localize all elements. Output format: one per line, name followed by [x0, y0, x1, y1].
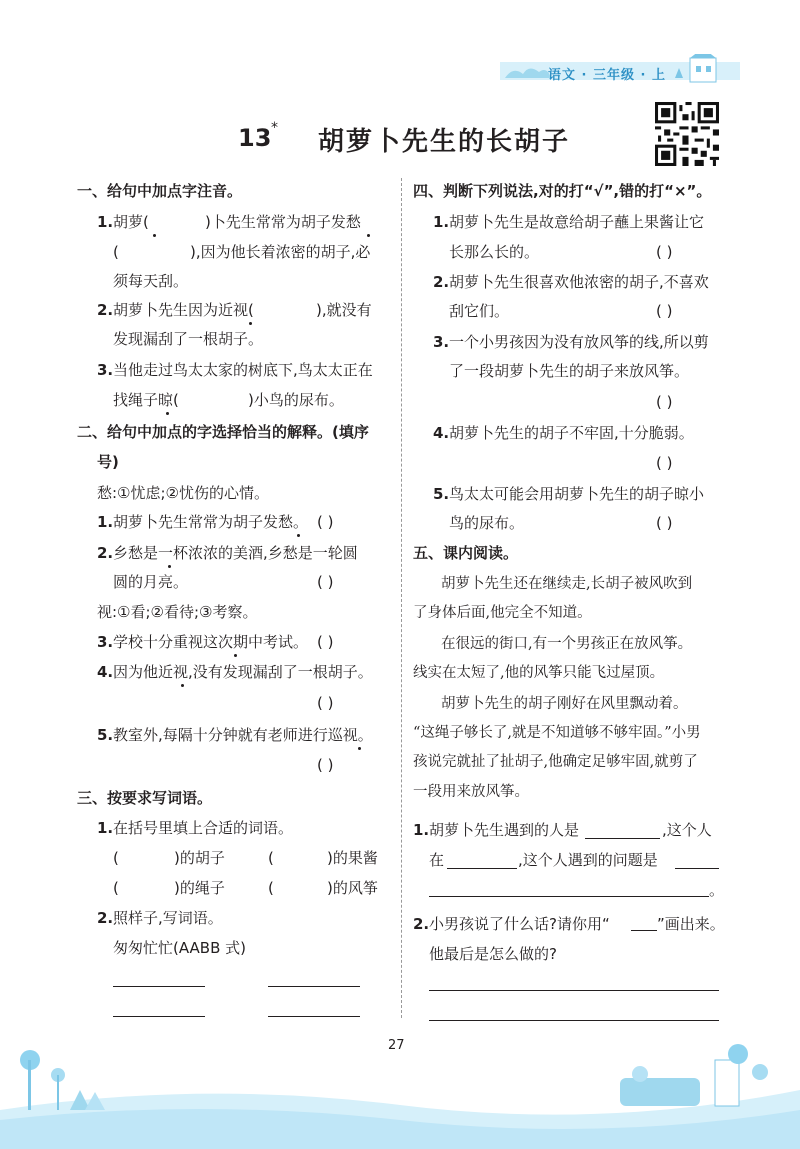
- s4-q3-num: 3.: [433, 333, 450, 351]
- s2-q1-answer[interactable]: ( ): [317, 513, 334, 531]
- s5-q2-text-a: 小男孩说了什么话?请你用“: [429, 915, 610, 933]
- s2-q1-num: 1.: [97, 513, 114, 531]
- s4-q4-num: 4.: [433, 424, 450, 442]
- section5-heading: 五、课内阅读。: [413, 544, 519, 562]
- s4-q2-line2: 刮它们。: [449, 302, 510, 320]
- s5-q2-text-b: ”画出来。: [657, 915, 725, 933]
- section2-heading-l2: 号): [97, 453, 119, 471]
- emphasis-dot: [166, 412, 169, 415]
- reading-p2-l2: 线实在太短了,他的风筝只能飞过屋顶。: [413, 665, 665, 681]
- s3-q2-text: 照样子,写词语。: [113, 909, 223, 927]
- s1-q1-num: 1.: [97, 213, 114, 231]
- s1-q1-line3: 须每天刮。: [113, 272, 189, 290]
- lesson-number: 13: [238, 124, 272, 152]
- s2-q3-text: 学校十分重视这次期中考试。: [113, 633, 309, 651]
- s1-q3-num: 3.: [97, 361, 114, 379]
- s4-q4-text: 胡萝卜先生的胡子不牢固,十分脆弱。: [449, 424, 694, 442]
- emphasis-dot: [367, 234, 370, 237]
- section2-heading-l1: 二、给句中加点的字选择恰当的解释。(填序: [77, 423, 369, 441]
- s1-q2-num: 2.: [97, 301, 114, 319]
- s4-q3-line2: 了一段胡萝卜先生的胡子来放风筝。: [449, 362, 690, 380]
- emphasis-dot: [234, 654, 237, 657]
- s2-q4-text: 因为他近视,没有发现漏刮了一根胡子。: [113, 663, 373, 681]
- answer-line[interactable]: [268, 986, 360, 987]
- s4-q4-answer[interactable]: ( ): [656, 454, 673, 472]
- underline-sample: [631, 930, 657, 931]
- s1-q3-line1: 当他走过鸟太太家的树底下,鸟太太正在: [113, 361, 373, 379]
- section3-heading: 三、按要求写词语。: [77, 789, 213, 807]
- s2-q5-text: 教室外,每隔十分钟就有老师进行巡视。: [113, 726, 373, 744]
- s1-q3-line2-b: )小鸟的尿布。: [248, 391, 344, 409]
- s2-q2-num: 2.: [97, 544, 114, 562]
- answer-line[interactable]: [429, 990, 719, 991]
- section1-heading: 一、给句中加点字注音。: [77, 182, 243, 200]
- emphasis-dot: [297, 534, 300, 537]
- s5-q1-num: 1.: [413, 821, 430, 839]
- s3-fill4-open[interactable]: (: [268, 879, 274, 897]
- s5-q2-line2: 他最后是怎么做的?: [429, 945, 557, 963]
- s1-q1-text-a: 胡萝(: [113, 213, 149, 231]
- s4-q2-answer[interactable]: ( ): [656, 302, 673, 320]
- s1-q2-text-b: ),就没有: [316, 301, 372, 319]
- reading-p3-l1: 胡萝卜先生的胡子刚好在风里飘动着。: [441, 696, 688, 712]
- s5-q2-num: 2.: [413, 915, 430, 933]
- s4-q1-answer[interactable]: ( ): [656, 243, 673, 261]
- s3-fill3-open[interactable]: (: [113, 879, 119, 897]
- emphasis-dot: [358, 747, 361, 750]
- lesson-star: *: [271, 120, 278, 136]
- s2-q2-line2: 圆的月亮。: [113, 573, 189, 591]
- s3-fill4: )的风筝: [327, 879, 378, 897]
- s4-q5-line1: 鸟太太可能会用胡萝卜先生的胡子晾小: [449, 485, 705, 503]
- s2-q5-answer[interactable]: ( ): [317, 756, 334, 774]
- s1-q1-line2-open[interactable]: (: [113, 243, 119, 261]
- s4-q1-line2: 长那么长的。: [449, 243, 540, 261]
- s4-q2-line1: 胡萝卜先生很喜欢他浓密的胡子,不喜欢: [449, 273, 709, 291]
- answer-line[interactable]: [585, 838, 660, 839]
- emphasis-dot: [153, 234, 156, 237]
- s5-q1-end: 。: [709, 881, 725, 899]
- qr-code-icon[interactable]: [655, 102, 719, 166]
- s1-q3-line2-a: 找绳子晾(: [113, 391, 179, 409]
- s1-q1-line2: ),因为他长着浓密的胡子,必: [190, 243, 371, 261]
- s2-q1-text: 胡萝卜先生常常为胡子发愁。: [113, 513, 309, 531]
- reading-p1-l1: 胡萝卜先生还在继续走,长胡子被风吹到: [441, 576, 693, 592]
- s3-fill1-open[interactable]: (: [113, 849, 119, 867]
- emphasis-dot: [249, 322, 252, 325]
- s4-q5-line2: 鸟的尿布。: [449, 514, 525, 532]
- s1-q2-line2: 发现漏刮了一根胡子。: [113, 330, 264, 348]
- s3-fill2-open[interactable]: (: [268, 849, 274, 867]
- header-label: 语文 · 三年级 · 上: [548, 68, 666, 83]
- s5-q1-text-b: ,这个人: [662, 821, 712, 839]
- s4-q2-num: 2.: [433, 273, 450, 291]
- s3-fill3: )的绳子: [174, 879, 225, 897]
- answer-line[interactable]: [113, 986, 205, 987]
- s2-q2-answer[interactable]: ( ): [317, 573, 334, 591]
- s3-q1-text: 在括号里填上合适的词语。: [113, 819, 294, 837]
- answer-line[interactable]: [113, 1016, 205, 1017]
- s1-q1-text-b: )卜先生常常为胡子发愁: [205, 213, 361, 231]
- s4-q1-line1: 胡萝卜先生是故意给胡子蘸上果酱让它: [449, 213, 705, 231]
- s4-q5-answer[interactable]: ( ): [656, 514, 673, 532]
- s3-q1-num: 1.: [97, 819, 114, 837]
- column-divider: [401, 178, 402, 1018]
- s4-q5-num: 5.: [433, 485, 450, 503]
- s5-q1-text-a: 胡萝卜先生遇到的人是: [429, 821, 580, 839]
- s2-q4-num: 4.: [97, 663, 114, 681]
- emphasis-dot: [168, 565, 171, 568]
- s4-q3-line1: 一个小男孩因为没有放风筝的线,所以剪: [449, 333, 709, 351]
- s2-q4-answer[interactable]: ( ): [317, 694, 334, 712]
- page-number: 27: [388, 1038, 405, 1053]
- answer-line[interactable]: [675, 868, 719, 869]
- s4-q1-num: 1.: [433, 213, 450, 231]
- s2-q5-num: 5.: [97, 726, 114, 744]
- s2-q3-answer[interactable]: ( ): [317, 633, 334, 651]
- s5-q1-text-c: 在: [429, 851, 445, 869]
- s4-q3-answer[interactable]: ( ): [656, 393, 673, 411]
- s2-def2: 视:①看;②看待;③考察。: [97, 603, 258, 621]
- s2-q2-line1: 乡愁是一杯浓浓的美酒,乡愁是一轮圆: [113, 544, 358, 562]
- s1-q2-text-a: 胡萝卜先生因为近视(: [113, 301, 254, 319]
- s3-fill1: )的胡子: [174, 849, 225, 867]
- s2-def1: 愁:①忧虑;②忧伤的心情。: [97, 484, 270, 502]
- s3-fill2: )的果酱: [327, 849, 378, 867]
- reading-p2-l1: 在很远的街口,有一个男孩正在放风筝。: [441, 636, 693, 652]
- reading-p1-l2: 了身体后面,他完全不知道。: [413, 605, 592, 621]
- answer-line[interactable]: [429, 896, 709, 897]
- reading-p3-l3: 孩说完就扯了扯胡子,他确定足够牢固,就剪了: [413, 754, 698, 770]
- answer-line[interactable]: [268, 1016, 360, 1017]
- reading-p3-l4: 一段用来放风筝。: [413, 784, 529, 800]
- reading-p3-l2: “这绳子够长了,就是不知道够不够牢固。”小男: [413, 725, 701, 741]
- s3-q2-num: 2.: [97, 909, 114, 927]
- page-title: 胡萝卜先生的长胡子: [318, 127, 571, 157]
- section4-heading: 四、判断下列说法,对的打“√”,错的打“×”。: [413, 182, 712, 200]
- answer-line[interactable]: [447, 868, 517, 869]
- s5-q1-text-d: ,这个人遇到的问题是: [518, 851, 658, 869]
- s2-q3-num: 3.: [97, 633, 114, 651]
- s3-example: 匆匆忙忙(AABB 式): [113, 939, 246, 957]
- emphasis-dot: [181, 684, 184, 687]
